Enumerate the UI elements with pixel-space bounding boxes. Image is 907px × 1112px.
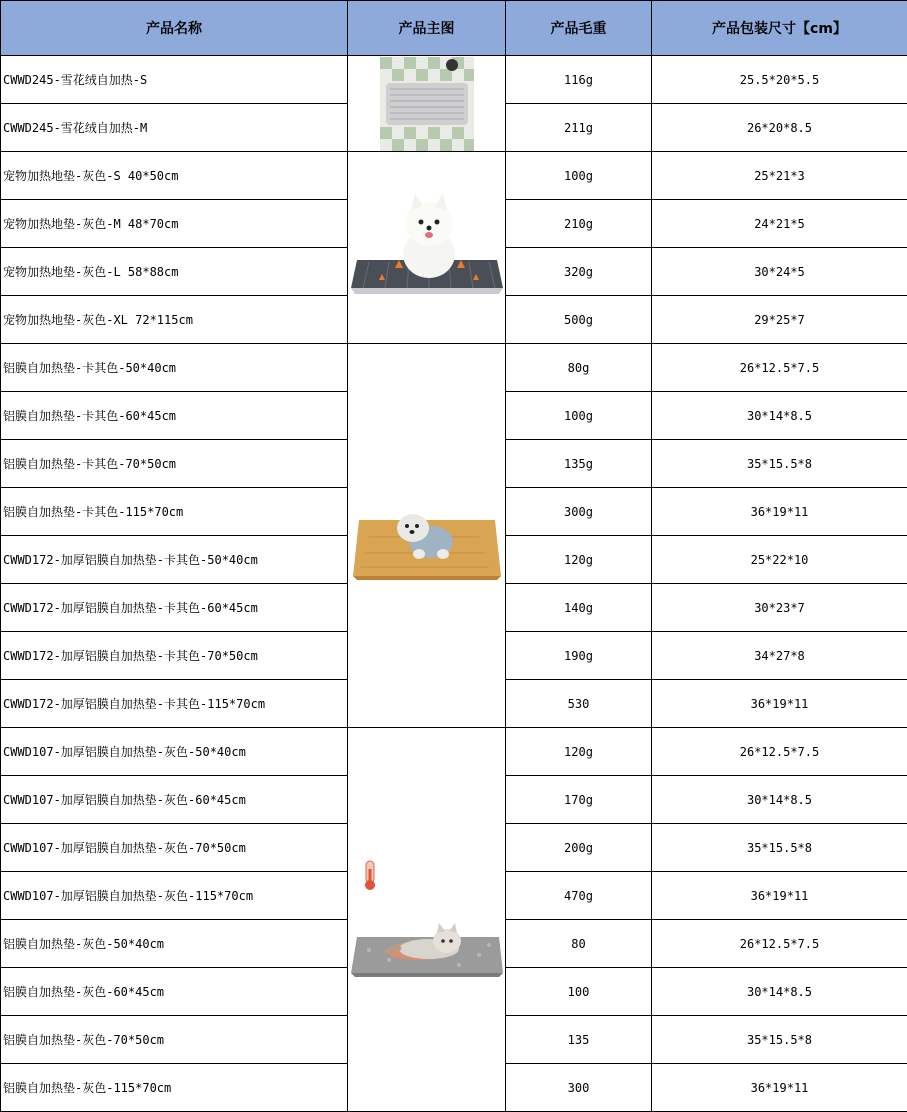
package-size: 24*21*5 [652,200,907,248]
product-weight: 80 [506,920,652,968]
product-weight: 135 [506,1016,652,1064]
product-weight: 100 [506,968,652,1016]
package-size: 26*20*8.5 [652,104,907,152]
product-name: 宠物加热地垫-灰色-XL 72*115cm [1,296,348,344]
product-name: 宠物加热地垫-灰色-M 48*70cm [1,200,348,248]
product-image-cell [348,56,506,152]
product-weight: 200g [506,824,652,872]
table-row [1,152,907,200]
product-name: 铝膜自加热垫-卡其色-60*45cm [1,392,348,440]
package-size: 35*15.5*8 [652,824,907,872]
product-name: 铝膜自加热垫-卡其色-70*50cm [1,440,348,488]
table-row [1,728,907,776]
product-name: 铝膜自加热垫-灰色-115*70cm [1,1064,348,1112]
product-name: 铝膜自加热垫-灰色-70*50cm [1,1016,348,1064]
package-size: 36*19*11 [652,1064,907,1112]
product-weight: 300 [506,1064,652,1112]
table-row [1,56,907,104]
package-size: 30*14*8.5 [652,776,907,824]
snowflake-mat-photo [380,57,474,151]
product-name: CWWD172-加厚铝膜自加热垫-卡其色-115*70cm [1,680,348,728]
product-weight: 211g [506,104,652,152]
package-size: 36*19*11 [652,872,907,920]
package-size: 36*19*11 [652,680,907,728]
product-weight: 120g [506,728,652,776]
product-name: CWWD245-雪花绒自加热-S [1,56,348,104]
product-name: 铝膜自加热垫-灰色-50*40cm [1,920,348,968]
package-size: 30*24*5 [652,248,907,296]
header-product-weight: 产品毛重 [506,1,652,56]
package-size: 30*14*8.5 [652,968,907,1016]
product-name: 铝膜自加热垫-卡其色-115*70cm [1,488,348,536]
product-weight: 100g [506,152,652,200]
header-product-image: 产品主图 [348,1,506,56]
product-name: CWWD107-加厚铝膜自加热垫-灰色-70*50cm [1,824,348,872]
header-product-name: 产品名称 [1,1,348,56]
dog-on-khaki-mat-photo [349,486,505,586]
package-size: 34*27*8 [652,632,907,680]
product-weight: 135g [506,440,652,488]
package-size: 35*15.5*8 [652,440,907,488]
product-weight: 530 [506,680,652,728]
product-name: 铝膜自加热垫-灰色-60*45cm [1,968,348,1016]
package-size: 25*21*3 [652,152,907,200]
package-size: 30*14*8.5 [652,392,907,440]
product-image-cell [348,152,506,344]
product-name: CWWD172-加厚铝膜自加热垫-卡其色-70*50cm [1,632,348,680]
table-row [1,344,907,392]
product-weight: 210g [506,200,652,248]
package-size: 26*12.5*7.5 [652,920,907,968]
product-weight: 470g [506,872,652,920]
product-weight: 300g [506,488,652,536]
product-name: CWWD245-雪花绒自加热-M [1,104,348,152]
product-name: CWWD107-加厚铝膜自加热垫-灰色-50*40cm [1,728,348,776]
product-image-cell [348,728,506,1112]
product-name: CWWD172-加厚铝膜自加热垫-卡其色-60*45cm [1,584,348,632]
product-name: 铝膜自加热垫-卡其色-50*40cm [1,344,348,392]
product-name: CWWD107-加厚铝膜自加热垫-灰色-60*45cm [1,776,348,824]
product-weight: 170g [506,776,652,824]
product-image-cell [348,344,506,728]
cat-on-gray-mat-photo [349,855,505,985]
package-size: 25.5*20*5.5 [652,56,907,104]
package-size: 25*22*10 [652,536,907,584]
product-weight: 190g [506,632,652,680]
header-package-size: 产品包装尺寸【cm】 [652,1,907,56]
product-weight: 80g [506,344,652,392]
product-weight: 140g [506,584,652,632]
product-name: 宠物加热地垫-灰色-L 58*88cm [1,248,348,296]
header-row [1,1,907,56]
product-weight: 500g [506,296,652,344]
product-weight: 100g [506,392,652,440]
product-weight: 116g [506,56,652,104]
product-name: CWWD107-加厚铝膜自加热垫-灰色-115*70cm [1,872,348,920]
product-weight: 120g [506,536,652,584]
package-size: 35*15.5*8 [652,1016,907,1064]
dog-on-gray-mat-photo [349,188,505,308]
product-name: 宠物加热地垫-灰色-S 40*50cm [1,152,348,200]
package-size: 30*23*7 [652,584,907,632]
package-size: 36*19*11 [652,488,907,536]
package-size: 26*12.5*7.5 [652,344,907,392]
package-size: 26*12.5*7.5 [652,728,907,776]
product-weight: 320g [506,248,652,296]
package-size: 29*25*7 [652,296,907,344]
product-name: CWWD172-加厚铝膜自加热垫-卡其色-50*40cm [1,536,348,584]
